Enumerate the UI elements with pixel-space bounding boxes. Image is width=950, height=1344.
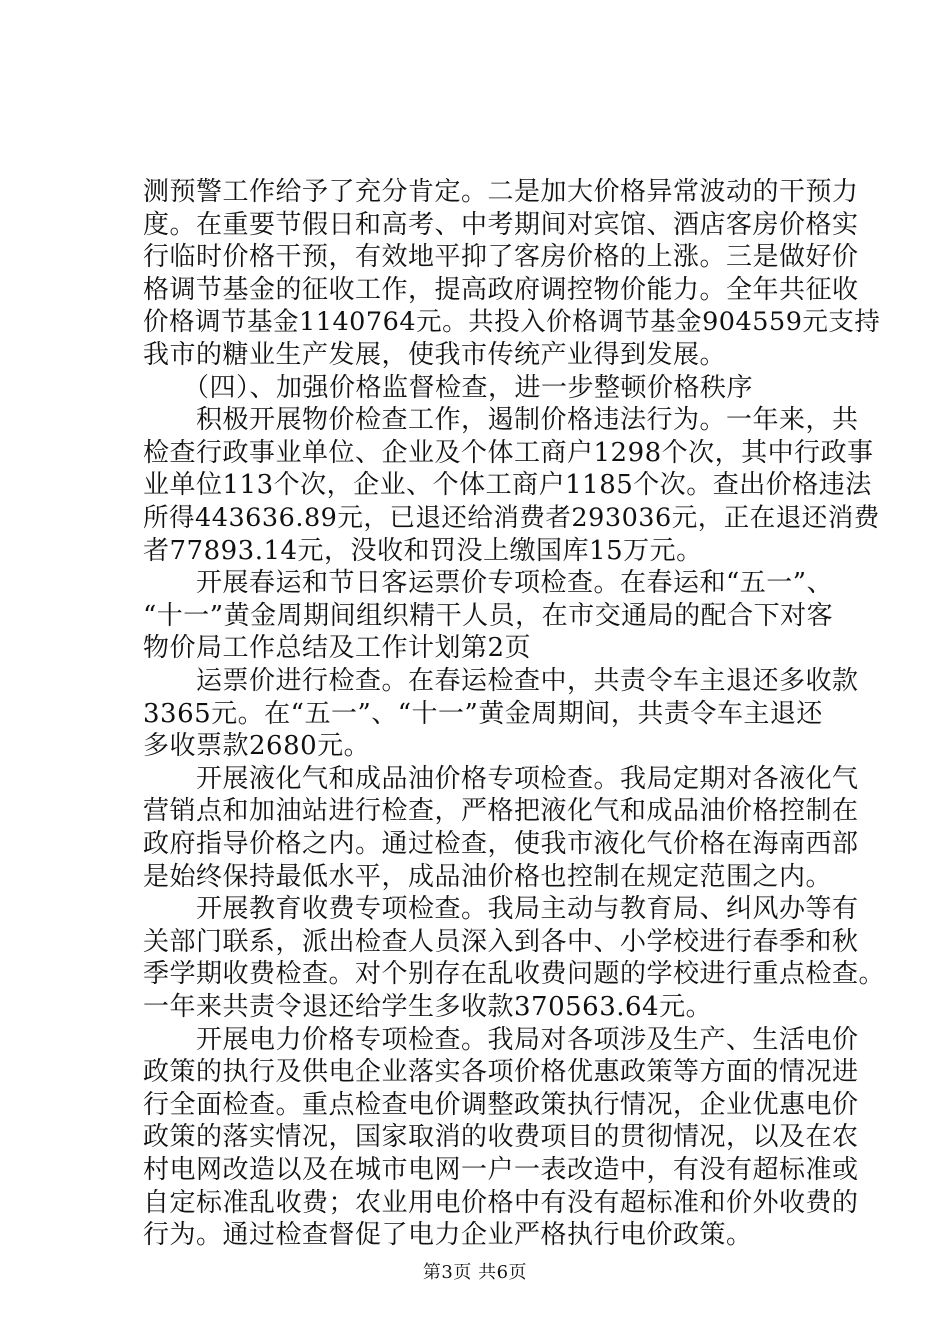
text-line: 营销点和加油站进行检查，严格把液化气和成品油价格控制在 bbox=[143, 796, 859, 827]
page-marker: 物价局工作总结及工作计划第2页 bbox=[143, 633, 532, 664]
text-line: “十一”黄金周期间组织精干人员，在市交通局的配合下对客 bbox=[143, 600, 834, 631]
text-line: 开展春运和节日客运票价专项检查。在春运和“五一”、 bbox=[143, 568, 834, 599]
text-line: 业单位113个次，企业、个体工商户1185个次。查出价格违法 bbox=[143, 470, 872, 501]
text-line: 一年来共责令退还给学生多收款370563.64元。 bbox=[143, 992, 713, 1022]
text-line: 3365元。在“五一”、“十一”黄金周期间，共责令车主退还 bbox=[143, 698, 823, 729]
text-line: 开展教育收费专项检查。我局主动与教育局、纠风办等有 bbox=[143, 894, 859, 925]
text-line: 我市的糖业生产发展，使我市传统产业得到发展。 bbox=[143, 340, 727, 370]
section-heading: （四）、加强价格监督检查，进一步整顿价格秩序 bbox=[143, 372, 754, 403]
text-line: 行临时价格干预，有效地平抑了客房价格的上涨。三是做好价 bbox=[143, 242, 859, 273]
text-line: 政府指导价格之内。通过检查，使我市液化气价格在海南西部 bbox=[143, 829, 859, 859]
text-line: 自定标准乱收费；农业用电价格中有没有超标准和价外收费的 bbox=[143, 1187, 859, 1218]
text-line: 行全面检查。重点检查电价调整政策执行情况，企业优惠电价 bbox=[143, 1089, 859, 1120]
text-line: 运票价进行检查。在春运检查中，共责令车主退还多收款 bbox=[143, 666, 859, 696]
text-line: 检查行政事业单位、企业及个体工商户1298个次，其中行政事 bbox=[143, 437, 874, 468]
text-line: 者77893.14元，没收和罚没上缴国库15万元。 bbox=[143, 535, 703, 566]
text-line: 测预警工作给予了充分肯定。二是加大价格异常波动的干预力 bbox=[143, 177, 859, 207]
text-line: 开展电力价格专项检查。我局对各项涉及生产、生活电价 bbox=[143, 1024, 859, 1055]
text-line: 多收票款2680元。 bbox=[143, 731, 371, 762]
text-line: 度。在重要节假日和高考、中考期间对宾馆、酒店客房价格实 bbox=[143, 209, 859, 240]
text-line: 政策的落实情况，国家取消的收费项目的贯彻情况，以及在农 bbox=[143, 1122, 859, 1153]
text-line: 积极开展物价检查工作，遏制价格违法行为。一年来，共 bbox=[143, 405, 859, 436]
text-line: 季学期收费检查。对个别存在乱收费问题的学校进行重点检查。 bbox=[143, 959, 886, 990]
text-line: 所得443636.89元，已退还给消费者293036元，正在退还消费 bbox=[143, 503, 880, 533]
text-line: 关部门联系，派出检查人员深入到各中、小学校进行春季和秋 bbox=[143, 926, 859, 957]
text-line: 开展液化气和成品油价格专项检查。我局定期对各液化气 bbox=[143, 763, 859, 794]
text-line: 政策的执行及供电企业落实各项价格优惠政策等方面的情况进 bbox=[143, 1057, 859, 1088]
page-footer: 第3页 共6页 bbox=[422, 1262, 528, 1283]
text-line: 价格调节基金1140764元。共投入价格调节基金904559元支持 bbox=[143, 307, 881, 338]
text-line: 行为。通过检查督促了电力企业严格执行电价政策。 bbox=[143, 1220, 753, 1251]
text-line: 格调节基金的征收工作，提高政府调控物价能力。全年共征收 bbox=[143, 274, 859, 305]
text-line: 村电网改造以及在城市电网一户一表改造中，有没有超标准或 bbox=[143, 1155, 859, 1185]
text-line: 是始终保持最低水平，成品油价格也控制在规定范围之内。 bbox=[143, 861, 833, 892]
